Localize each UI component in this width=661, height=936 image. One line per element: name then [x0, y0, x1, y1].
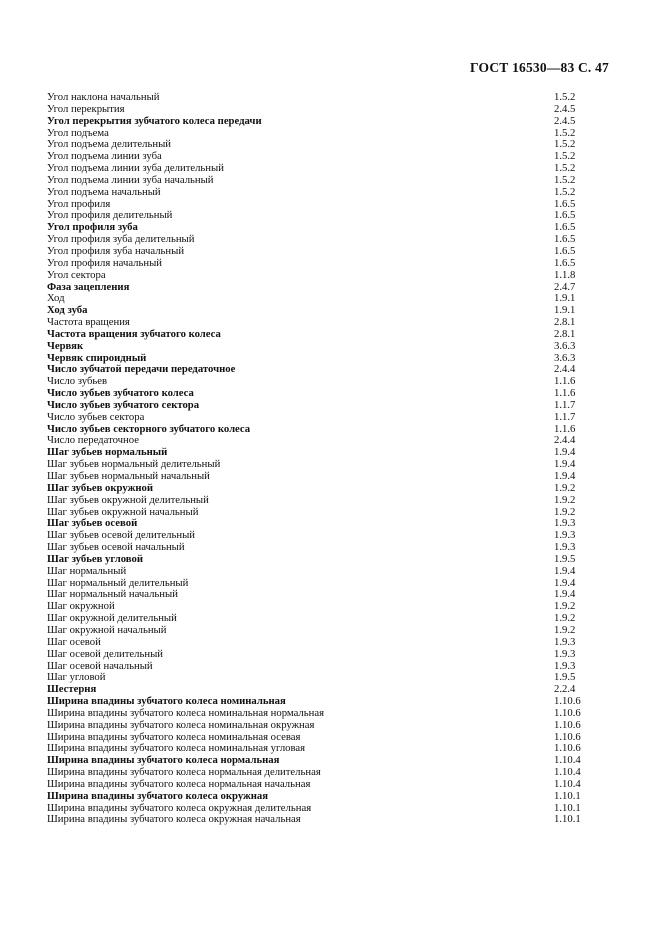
index-entry	[47, 554, 602, 566]
index-term: Шаг зубьев угловой	[47, 552, 143, 565]
index-term: Шаг осевой	[47, 635, 101, 648]
index-reference: 1.9.4	[554, 576, 576, 589]
index-entry	[47, 104, 602, 116]
index-entry	[47, 305, 602, 317]
index-term: Шаг окружной	[47, 600, 115, 613]
index-reference: 1.5.2	[554, 150, 576, 163]
index-term: Угол подъема линии зуба начальный	[47, 173, 214, 186]
index-term: Ширина впадины зубчатого колеса нормальная начальная	[47, 777, 311, 790]
index-term: Шаг зубьев окружной начальный	[47, 505, 199, 518]
index-entry	[47, 187, 602, 199]
index-reference: 1.9.4	[554, 564, 576, 577]
index-reference: 3.6.3	[554, 339, 576, 352]
index-reference: 1.5.2	[554, 126, 576, 139]
index-term: Шаг нормальный начальный	[47, 588, 178, 601]
index-term: Ширина впадины зубчатого колеса номинальная окружная	[47, 718, 315, 731]
index-term: Число зубьев зубчатого сектора	[47, 398, 200, 411]
index-term: Ширина впадины зубчатого колеса окружная делительная	[47, 801, 312, 814]
index-reference: 1.10.4	[554, 766, 581, 779]
index-entry	[47, 293, 602, 305]
index-reference: 2.4.5	[554, 102, 576, 115]
index-reference: 1.9.3	[554, 517, 576, 530]
index-term: Угол подъема	[47, 126, 109, 139]
index-term: Угол профиля зуба начальный	[47, 244, 185, 257]
index-reference: 1.9.5	[554, 671, 576, 684]
index-term: Число зубчатой передачи передаточное	[47, 363, 236, 376]
index-term: Угол перекрытия	[47, 102, 125, 115]
index-term: Угол профиля зуба	[47, 221, 138, 234]
index-entry	[47, 341, 602, 353]
index-entry	[47, 412, 602, 424]
index-entry	[47, 661, 602, 673]
index-reference: 1.9.4	[554, 588, 576, 601]
index-term: Число зубьев зубчатого колеса	[47, 387, 194, 400]
index-term: Угол профиля начальный	[47, 256, 162, 269]
index-term: Шестерня	[47, 683, 97, 696]
index-entry	[47, 589, 602, 601]
index-term: Ширина впадины зубчатого колеса окружная начальная	[47, 813, 301, 826]
index-reference: 1.9.2	[554, 600, 576, 613]
index-term: Ширина впадины зубчатого колеса номинальная осевая	[47, 730, 301, 743]
index-term: Число зубьев	[47, 375, 108, 388]
index-term: Число передаточное	[47, 434, 139, 447]
index-reference: 1.9.4	[554, 458, 576, 471]
index-term: Частота вращения зубчатого колеса	[47, 327, 221, 340]
index-reference: 1.9.5	[554, 552, 576, 565]
index-term: Шаг окружной делительный	[47, 612, 177, 625]
index-reference: 1.10.6	[554, 742, 581, 755]
index-reference: 1.10.1	[554, 813, 581, 826]
index-term: Ширина впадины зубчатого колеса нормальная	[47, 754, 280, 767]
index-reference: 1.9.3	[554, 647, 576, 660]
index-term: Угол профиля зуба делительный	[47, 233, 195, 246]
index-term: Шаг зубьев осевой делительный	[47, 529, 195, 542]
index-reference: 1.9.4	[554, 446, 576, 459]
index-entry	[47, 672, 602, 684]
index-reference: 1.6.5	[554, 256, 576, 269]
index-reference: 1.9.2	[554, 481, 576, 494]
index-term: Фаза зацепления	[47, 280, 130, 293]
index-entry	[47, 116, 602, 128]
index-term: Шаг окружной начальный	[47, 623, 167, 636]
index-reference: 1.9.1	[554, 292, 576, 305]
index-entry	[47, 400, 602, 412]
index-term: Шаг нормальный делительный	[47, 576, 189, 589]
index-reference: 2.8.1	[554, 327, 576, 340]
index-entry	[47, 364, 602, 376]
index-reference: 1.1.6	[554, 422, 576, 435]
index-term: Угол подъема делительный	[47, 138, 171, 151]
index-term: Шаг осевой делительный	[47, 647, 163, 660]
index-term: Червяк спироидный	[47, 351, 147, 364]
index-reference: 1.10.1	[554, 789, 581, 802]
index-term: Ход зуба	[47, 304, 88, 317]
index-reference: 1.1.7	[554, 398, 576, 411]
index-term: Шаг зубьев нормальный делительный	[47, 458, 221, 471]
index-reference: 1.9.3	[554, 529, 576, 542]
index-entry	[47, 779, 602, 791]
index-reference: 1.9.1	[554, 304, 576, 317]
index-reference: 2.8.1	[554, 316, 576, 329]
index-term: Ход	[47, 292, 65, 305]
index-term: Угол подъема линии зуба делительный	[47, 162, 224, 175]
index-term: Число зубьев секторного зубчатого колеса	[47, 422, 251, 435]
index-reference: 1.9.2	[554, 505, 576, 518]
index-term: Ширина впадины зубчатого колеса номинальная нормальная	[47, 706, 325, 719]
index-term: Шаг нормальный	[47, 564, 127, 577]
index-term: Угол перекрытия зубчатого колеса передачи	[47, 114, 262, 127]
index-reference: 1.6.5	[554, 197, 576, 210]
index-entry	[47, 495, 602, 507]
index-term: Угол сектора	[47, 268, 106, 281]
index-reference: 1.10.4	[554, 777, 581, 790]
index-term: Шаг зубьев осевой начальный	[47, 541, 185, 554]
index-term: Угол профиля	[47, 197, 111, 210]
index-reference: 1.10.6	[554, 718, 581, 731]
index-term: Червяк	[47, 339, 84, 352]
index-reference: 1.10.4	[554, 754, 581, 767]
index-entry	[47, 92, 602, 104]
index-reference: 1.1.8	[554, 268, 576, 281]
index-reference: 1.5.2	[554, 138, 576, 151]
index-reference: 1.6.5	[554, 233, 576, 246]
index-reference: 1.10.6	[554, 695, 581, 708]
index-term: Частота вращения	[47, 316, 130, 329]
index-entry	[47, 282, 602, 294]
index-reference: 1.5.2	[554, 162, 576, 175]
index-reference: 2.4.4	[554, 363, 576, 376]
page-header: ГОСТ 16530—83 С. 47	[470, 60, 609, 75]
index-term: Шаг зубьев окружной делительный	[47, 493, 209, 506]
index-reference: 1.1.7	[554, 410, 576, 423]
index-entry	[47, 708, 602, 720]
index-reference: 1.6.5	[554, 209, 576, 222]
index-entry	[47, 649, 602, 661]
index-reference: 1.10.6	[554, 730, 581, 743]
index-reference: 1.9.3	[554, 541, 576, 554]
index-reference: 1.1.6	[554, 375, 576, 388]
index-term: Угол наклона начальный	[47, 91, 160, 103]
index-term: Шаг зубьев нормальный	[47, 446, 168, 459]
index-term: Угол подъема начальный	[47, 185, 161, 198]
index-entry	[47, 720, 602, 732]
index-entry	[47, 270, 602, 282]
index-reference: 1.10.1	[554, 801, 581, 814]
index-reference: 1.9.2	[554, 493, 576, 506]
index-entry	[47, 791, 602, 803]
index-reference: 1.6.5	[554, 244, 576, 257]
index-term: Ширина впадины зубчатого колеса нормальная делительная	[47, 766, 321, 779]
term-index-list	[47, 92, 602, 826]
index-reference: 2.4.4	[554, 434, 576, 447]
index-reference: 1.9.2	[554, 623, 576, 636]
index-reference: 1.9.2	[554, 612, 576, 625]
index-term: Ширина впадины зубчатого колеса номинальная угловая	[47, 742, 306, 755]
index-reference: 1.10.6	[554, 706, 581, 719]
index-entry	[47, 814, 602, 826]
index-entry	[47, 258, 602, 270]
index-entry	[47, 625, 602, 637]
index-term: Число зубьев сектора	[47, 410, 145, 423]
index-entry	[47, 566, 602, 578]
index-entry	[47, 483, 602, 495]
index-reference: 1.6.5	[554, 221, 576, 234]
index-term: Шаг зубьев окружной	[47, 481, 153, 494]
index-reference: 1.5.2	[554, 173, 576, 186]
index-term: Шаг угловой	[47, 671, 106, 684]
index-entry	[47, 175, 602, 187]
index-term: Шаг зубьев осевой	[47, 517, 138, 530]
index-entry	[47, 637, 602, 649]
index-reference: 1.1.6	[554, 387, 576, 400]
index-term: Угол профиля делительный	[47, 209, 173, 222]
index-reference: 2.4.5	[554, 114, 576, 127]
index-term: Шаг зубьев нормальный начальный	[47, 470, 210, 482]
index-term: Ширина впадины зубчатого колеса номинальная	[47, 695, 286, 708]
index-term: Шаг осевой начальный	[47, 659, 153, 672]
index-term: Угол подъема линии зуба	[47, 150, 162, 163]
index-reference: 1.9.3	[554, 659, 576, 672]
index-reference: 3.6.3	[554, 351, 576, 364]
index-entry	[47, 329, 602, 341]
index-reference: 2.2.4	[554, 683, 576, 696]
index-term: Ширина впадины зубчатого колеса окружная	[47, 789, 269, 802]
index-reference: 2.4.7	[554, 280, 576, 293]
index-reference: 1.5.2	[554, 185, 576, 198]
index-reference: 1.5.2	[554, 91, 576, 103]
index-reference: 1.9.4	[554, 470, 576, 482]
index-reference: 1.9.3	[554, 635, 576, 648]
